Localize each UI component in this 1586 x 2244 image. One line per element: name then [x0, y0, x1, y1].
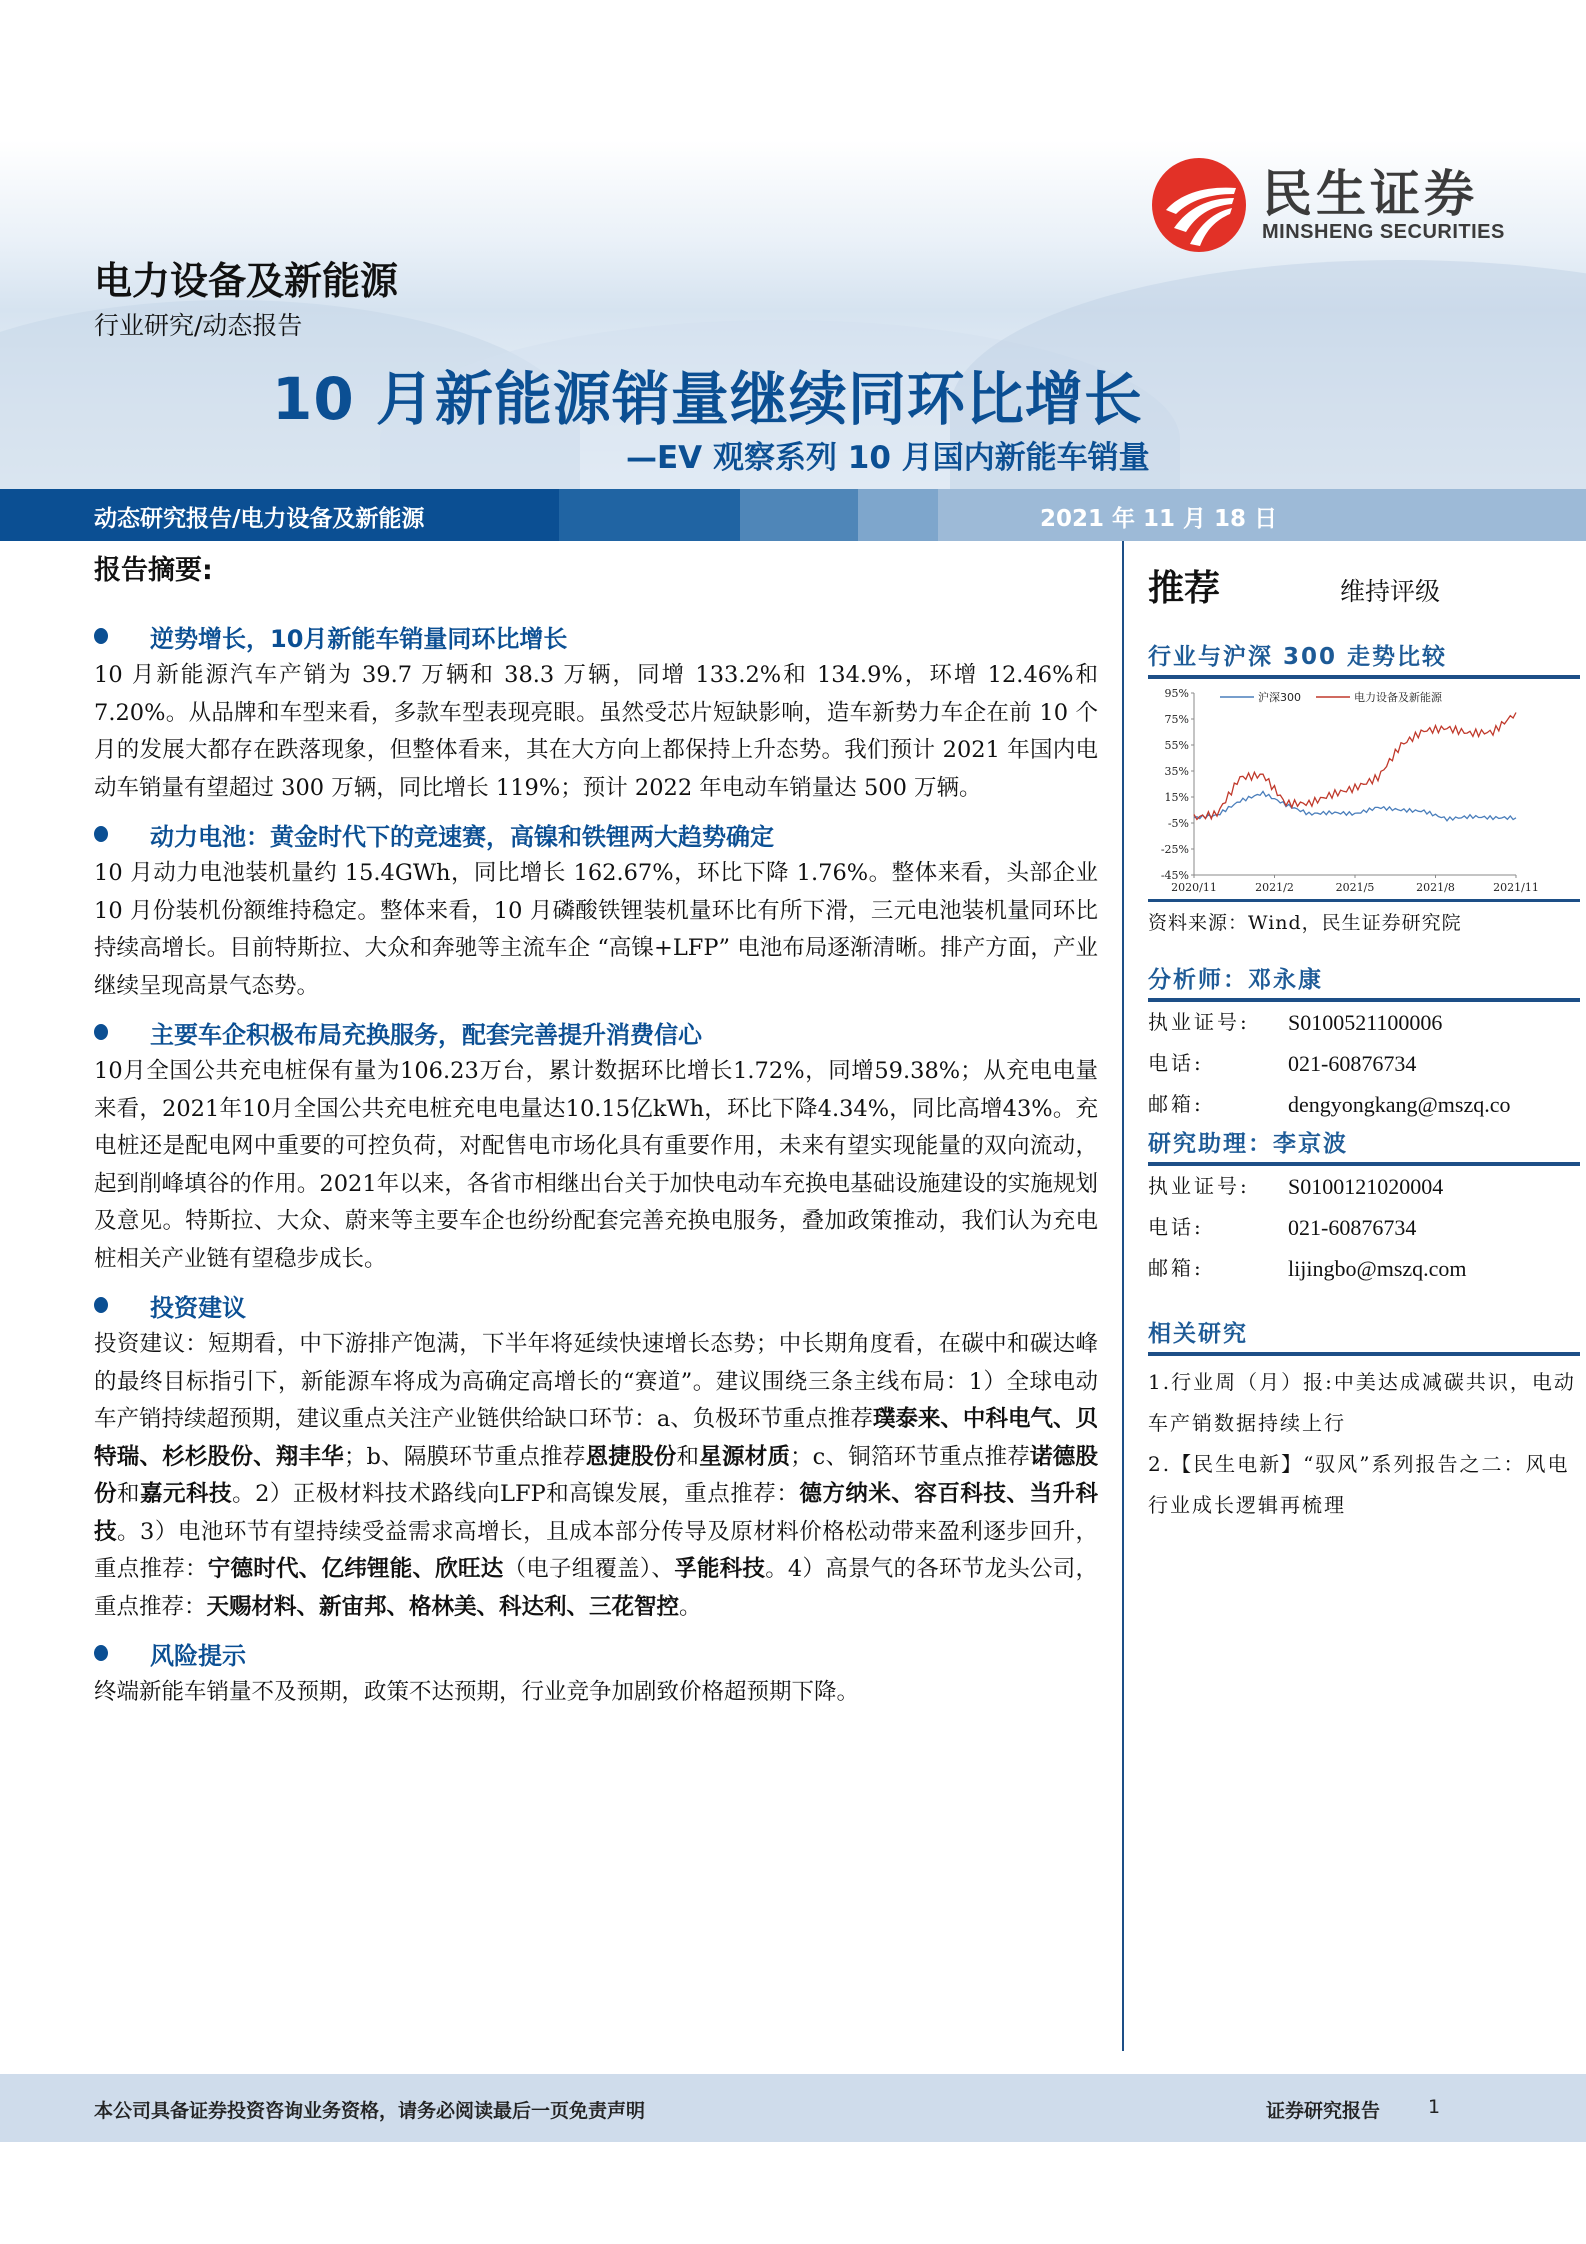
report-summary: [94, 548, 1098, 1718]
logo-mark-icon: [1152, 158, 1246, 252]
recommended-stock: 诺德股份: [94, 1443, 1098, 1507]
related-report-link[interactable]: 2.【民生电新】“驭风”系列报告之二：风电行业成长逻辑再梳理: [1148, 1452, 1570, 1517]
footer-label: 证券研究报告: [1266, 2100, 1381, 2122]
section-heading: 主要车企积极布局充换服务，配套完善提升消费信心: [94, 1011, 1098, 1053]
assistant-heading: 研究助理：李京波: [1148, 1125, 1580, 1166]
analyst-cert: S0100521100006: [1288, 1010, 1443, 1035]
svg-text:-25%: -25%: [1160, 843, 1189, 856]
performance-chart: [1148, 679, 1580, 899]
section-heading: 逆势增长，10月新能车销量同环比增长: [94, 615, 1098, 657]
svg-text:2021/8: 2021/8: [1416, 881, 1455, 894]
report-type: 行业研究/动态报告: [94, 311, 303, 340]
page-footer: [0, 2074, 1586, 2142]
analyst-email[interactable]: dengyongkang@mszq.co: [1288, 1092, 1511, 1117]
section-heading: 投资建议: [94, 1284, 1098, 1326]
recommended-stock: 宁德时代、亿纬锂能、欣旺达: [207, 1556, 504, 1582]
brand-name-cn: 民生证券: [1262, 164, 1478, 223]
band-category: 动态研究报告/电力设备及新能源: [94, 506, 425, 532]
svg-text:2021/11: 2021/11: [1493, 881, 1539, 894]
recommended-stock: 璞泰来、中科电气、贝特瑞、杉杉股份、翔丰华: [94, 1406, 1098, 1470]
svg-text:55%: 55%: [1164, 739, 1189, 752]
chart-heading: 行业与沪深 300 走势比较: [1148, 638, 1580, 679]
report-title: 10 月新能源销量继续同环比增长: [272, 365, 1143, 433]
assistant-email[interactable]: lijingbo@mszq.com: [1288, 1256, 1467, 1281]
svg-text:-45%: -45%: [1160, 869, 1189, 882]
svg-text:-5%: -5%: [1167, 817, 1189, 830]
related-report-link[interactable]: 1.行业周（月）报:中美达成减碳共识，电动车产销数据持续上行: [1148, 1370, 1576, 1435]
chart-source: 资料来源：Wind，民生证券研究院: [1148, 899, 1580, 935]
recommended-stock: 恩捷股份: [585, 1443, 677, 1470]
svg-text:2021/2: 2021/2: [1255, 881, 1294, 894]
recommended-stock: 天赐材料、新宙邦、格林美、科达利、三花智控: [206, 1593, 680, 1620]
recommended-stock: 孚能科技: [674, 1556, 766, 1582]
risk-body: 终端新能车销量不及预期，政策不达预期，行业竞争加剧致价格超预期下降。: [94, 1679, 860, 1705]
bullet-icon: [94, 628, 108, 644]
rating-note: 维持评级: [1340, 577, 1441, 606]
svg-text:沪深300: 沪深300: [1258, 691, 1301, 704]
svg-text:35%: 35%: [1164, 765, 1189, 778]
company-logo: [1152, 158, 1505, 252]
sidebar: 推荐 维持评级 行业与沪深 300 走势比较 95% 75% 55% 35% 15% -5% -25% -45% 2020/11 2021/2 2021/5 2021/8 2021/11 沪深300 电力设备及新能源 资料来源：Wind，民生证券研究院 分析师：邓永康 执业证号: S0100521100006 电话: 021-60876734 邮箱: dengyongkang@mszq.co 研究助理：李京波 执业证号: S0100121020004 电话: 021-60876734 邮箱: lijingbo@mszq.com 相关研究 1.行业周（月）报:中美达成减碳共识，电动车产销数据持续上行 2.【民生电新】“驭风”系列报告之二：风电行业成长逻辑再梳理: [1148, 560, 1580, 1526]
report-subtitle: —EV 观察系列 10 月国内新能车销量: [626, 440, 1150, 476]
svg-text:75%: 75%: [1164, 713, 1189, 726]
analyst-heading: 分析师：邓永康: [1148, 961, 1580, 1002]
summary-heading: 报告摘要:: [94, 555, 213, 586]
investment-advice-body: 投资建议：短期看，中下游排产饱满，下半年将延续快速增长态势；中长期角度看，在碳中和碳达峰的最终目标指引下，新能源车将成为高确定高增长的“赛道”。建议围绕三条主线布局：1）全球电动车产销持续超预期，建议重点关注产业链供给缺口环节：a、负极环节重点推荐璞泰来、中科电气、贝特瑞、杉杉股份、翔丰华；b、隔膜环节重点推荐恩捷股份和星源材质；c、铜箔环节重点推荐诺德股份和嘉元科技。2）正极材料技术路线向LFP和高镍发展，重点推荐：德方纳米、容百科技、当升科技。3）电池环节有望持续受益需求高增长，且成本部分传导及原材料价格松动带来盈利逐步回升，重点推荐：宁德时代、亿纬锂能、欣旺达（电子组覆盖）、孚能科技。4）高景气的各环节龙头公司，重点推荐：天赐材料、新宙邦、格林美、科达利、三花智控。: [94, 1331, 1098, 1620]
section-body: 10 月新能源汽车产销为 39.7 万辆和 38.3 万辆，同增 133.2%和 134.9%，环增 12.46%和 7.20%。从品牌和车型来看，多款车型表现亮眼。虽然受芯片短缺影响，造车新势力车企在前 10 个月的发展大都存在跌落现象，但整体看来，其在大方向上都保持上升态势。我们预计 2021 年国内电动车销量有望超过 300 万辆，同比增长 119%；预计 2022 年电动车销量达 500 万辆。: [94, 662, 1098, 801]
recommended-stock: 星源材质: [699, 1443, 791, 1470]
bullet-icon: [94, 1024, 108, 1040]
line-chart: [1148, 679, 1580, 899]
assistant-phone: 021-60876734: [1288, 1215, 1417, 1240]
bullet-icon: [94, 1645, 108, 1661]
bullet-icon: [94, 1297, 108, 1313]
column-divider: [1122, 541, 1124, 2051]
industry-name: 电力设备及新能源: [94, 259, 399, 303]
svg-text:95%: 95%: [1164, 687, 1189, 700]
footer-disclaimer: 本公司具备证券投资咨询业务资格，请务必阅读最后一页免责声明: [94, 2100, 646, 2122]
assistant-cert: S0100121020004: [1288, 1174, 1444, 1199]
analyst-phone: 021-60876734: [1288, 1051, 1417, 1076]
recommended-stock: 德方纳米、容百科技、当升科技: [94, 1481, 1098, 1545]
brand-name-en: MINSHENG SECURITIES: [1262, 220, 1505, 243]
section-heading: 风险提示: [94, 1632, 1098, 1674]
rating: 推荐: [1148, 568, 1221, 609]
section-body: 10 月动力电池装机量约 15.4GWh，同比增长 162.67%，环比下降 1.76%。整体来看，头部企业 10 月份装机份额维持稳定。整体来看，10 月磷酸铁锂装机量环比有所下滑，三元电池装机量同环比持续高增长。目前特斯拉、大众和奔驰等主流车企 “高镍+LFP” 电池布局逐渐清晰。排产方面，产业继续呈现高景气态势。: [94, 860, 1098, 999]
report-date: 2021 年 11 月 18 日: [1040, 506, 1278, 532]
svg-text:电力设备及新能源: 电力设备及新能源: [1354, 691, 1442, 704]
svg-text:15%: 15%: [1164, 791, 1189, 804]
svg-text:2020/11: 2020/11: [1171, 881, 1217, 894]
svg-text:2021/5: 2021/5: [1335, 881, 1375, 894]
page-number: 1: [1428, 2096, 1441, 2118]
section-heading: 动力电池：黄金时代下的竞速赛，高镍和铁锂两大趋势确定: [94, 813, 1098, 855]
bullet-icon: [94, 826, 108, 842]
related-heading: 相关研究: [1148, 1315, 1580, 1356]
recommended-stock: 嘉元科技: [140, 1481, 233, 1507]
section-body: 10月全国公共充电桩保有量为106.23万台，累计数据环比增长1.72%，同增59.38%；从充电电量来看，2021年10月全国公共充电桩充电电量达10.15亿kWh，环比下降4.34%，同比高增43%。充电桩还是配电网中重要的可控负荷，对配售电市场化具有重要作用，未来有望实现能量的双向流动，起到削峰填谷的作用。2021年以来，各省市相继出台关于加快电动车充换电基础设施建设的实施规划及意见。特斯拉、大众、蔚来等主要车企也纷纷配套完善充换电服务，叠加政策推动，我们认为充电桩相关产业链有望稳步成长。: [94, 1058, 1098, 1272]
